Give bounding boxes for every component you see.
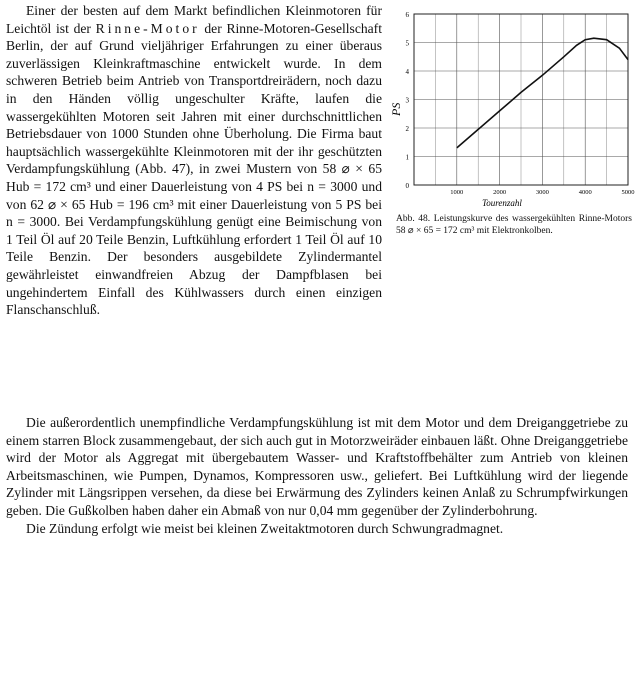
motor-name: Rinne-Motor xyxy=(95,20,200,36)
y-axis-label: PS xyxy=(389,102,403,116)
y-tick-label: 0 xyxy=(405,182,409,190)
text-column-top xyxy=(6,2,382,319)
y-tick-label: 3 xyxy=(405,96,409,105)
x-axis-label: Tourenzahl xyxy=(482,198,522,208)
performance-chart-svg xyxy=(389,2,635,212)
x-tick-label: 2000 xyxy=(493,189,507,196)
y-tick-label: 2 xyxy=(405,125,409,133)
paragraph-3: Die Zündung erfolgt wie meist bei kleinen Zweitaktmotoren durch Schwungradmagnet. xyxy=(26,520,504,536)
chart-grid xyxy=(414,14,628,185)
x-tick-label: 3000 xyxy=(535,189,549,196)
x-tick-label: 1000 xyxy=(450,189,464,196)
figure-caption: Abb. 48. Leistungskurve des wassergekühlten Rinne-Motors 58 ⌀ × 65 = 172 cm³ mit Elektronkolben. xyxy=(396,214,632,236)
paragraph-1 xyxy=(6,2,382,319)
paragraph-1-start: Einer der besten auf dem Markt befindlichen Kleinmotoren für Leichtöl ist der xyxy=(6,3,382,36)
paragraph-1-rest: der Rinne-Motoren-Gesellschaft Berlin, der auf Grund vieljähriger Erfahrungen zu einer überaus zuverlässigen Kleinkraftmaschine entwickelt wurde. In dem schweren Betrieb beim Antrieb von Transportdreirädern, noch dazu in den Händen völlig ungeschulter Kräfte, laufen die wassergekühlten Motoren seit Jahren mit einer durchschnittlichen Betriebsdauer von 1000 Stunden ohne Überholung. Die Firma baut hauptsächlich wassergekühlte Kleinmotoren mit der ihr geschützten Verdampfungskühlung (Abb. 47), in zwei Mustern von 58 ⌀ × 65 Hub = 172 cm³ und einer Dauerleistung von 4 PS bei n = 3000 und von 62 ⌀ × 65 Hub = 196 cm³ mit einer Dauerleistung von 5 PS bei n = 3000. Bei Verdampfungskühlung genügt eine Beimischung von 1 Teil Öl auf 20 Teile Benzin, Luftkühlung erfordert 1 Teil Öl auf 10 Teile Benzin. Der besonders ausgebildete Zylindermantel gewährleistet einwandfreien Abzug der Dampfblasen bei ungehindertem Einfall des Kühlwassers durch einen einzigen Flanschanschluß. xyxy=(6,20,382,318)
x-tick-label: 4000 xyxy=(578,189,592,196)
paragraph-2: Die außerordentlich unempfindliche Verdampfungskühlung ist mit dem Motor und dem Dreiganggetriebe zu einem starren Block zusammengebaut, der sich auch gut in Motorzweiräder einbauen läßt. Ohne Dreiganggetriebe wird der Motor als Aggregat mit übergebautem Wasser- und Kraftstoffbehälter zum Antrieb von kleinen Arbeitsmaschinen, wie Pumpen, Dynamos, Kompressoren usw., geliefert. Bei Luftkühlung wird der liegende Zylinder mit Längsrippen versehen, da diese bei Erwärmung des Zylinders keinen Anlaß zu Schrumpfwirkungen geben. Die Gußkolben haben daher ein Abmaß von nur 0,04 mm gegenüber der Zylinderbohrung. xyxy=(6,415,628,518)
y-tick-label: 6 xyxy=(405,11,409,19)
y-tick-label: 4 xyxy=(405,68,409,76)
y-tick-label: 1 xyxy=(405,153,409,162)
y-tick-label: 5 xyxy=(405,39,409,48)
x-tick-label: 5000 xyxy=(621,189,635,196)
text-column-bottom xyxy=(6,414,628,537)
